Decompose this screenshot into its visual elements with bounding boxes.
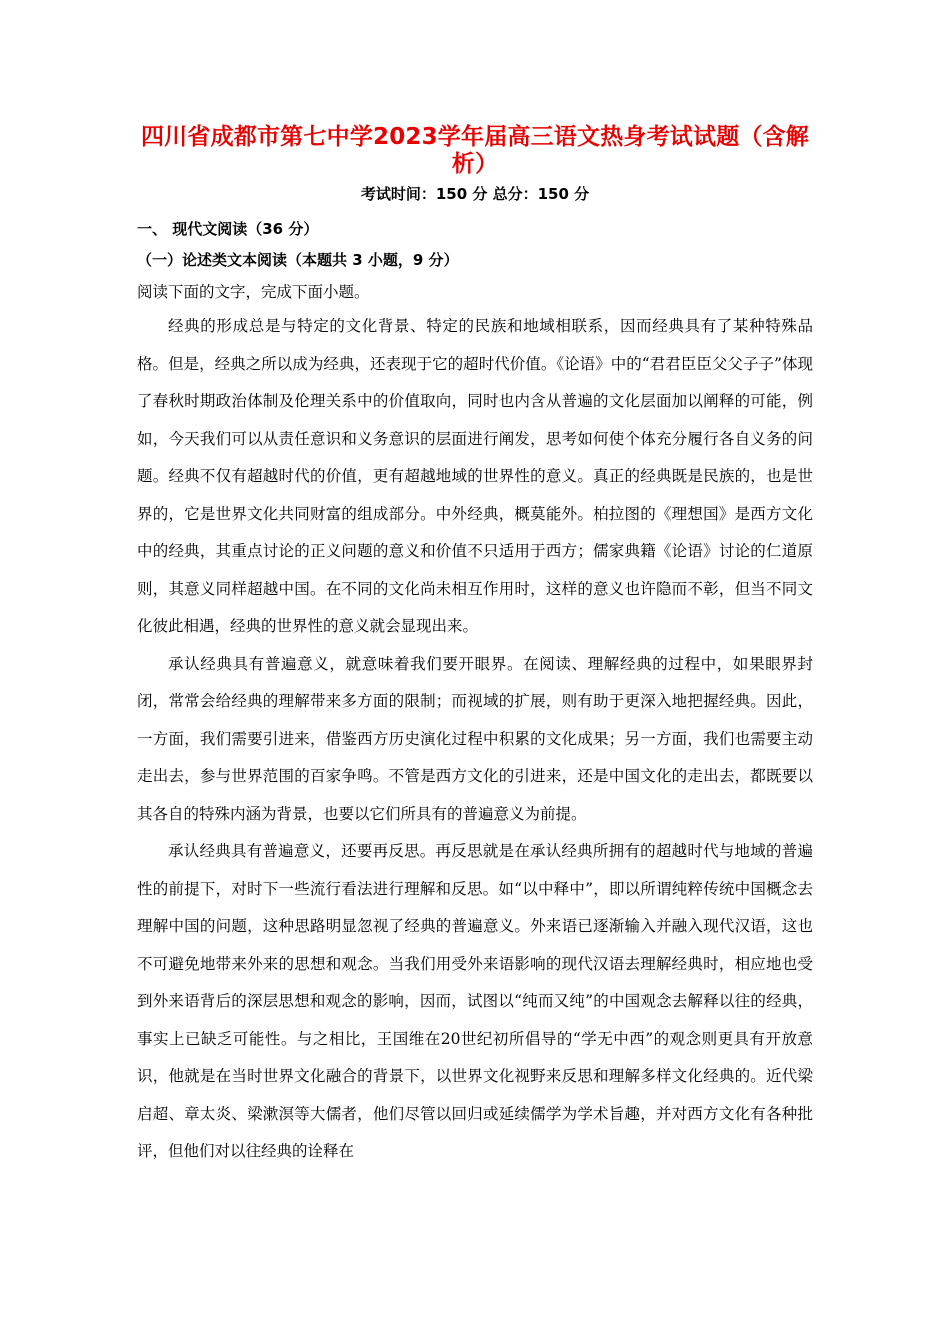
subsection-heading: （一）论述类文本阅读（本题共 3 小题，9 分） [137,251,459,269]
body-paragraph-1: 经典的形成总是与特定的文化背景、特定的民族和地域相联系，因而经典具有了某种特殊品格。但是，经典之所以成为经典，还表现于它的超时代价值。《论语》中的“君君臣臣父父子子”体现了春秋时期政治体制及伦理关系中的价值取向，同时也内含从普遍的文化层面加以阐释的可能，例如，今天我们可以从责任意识和义务意识的层面进行阐发，思考如何使个体充分履行各自义务的问题。经典不仅有超越时代的价值，更有超越地域的世界性的意义。真正的经典既是民族的，也是世界的，它是世界文化共同财富的组成部分。中外经典，概莫能外。柏拉图的《理想国》是西方文化中的经典，其重点讨论的正义问题的意义和价值不只适用于西方；儒家典籍《论语》讨论的仁道原则，其意义同样超越中国。在不同的文化尚未相互作用时，这样的意义也许隐而不彰，但当不同文化彼此相遇，经典的世界性的意义就会显现出来。 [137,317,813,635]
section-heading: 一、 现代文阅读（36 分） [137,220,319,238]
document-title: 四川省成都市第七中学2023学年届高三语文热身考试试题（含解析） [140,124,809,177]
reading-instruction: 阅读下面的文字，完成下面小题。 [137,283,370,301]
exam-info: 考试时间：150 分 总分：150 分 [360,185,590,203]
document-page [137,124,813,1171]
body-paragraph-2: 承认经典具有普遍意义，就意味着我们要开眼界。在阅读、理解经典的过程中，如果眼界封闭，常常会给经典的理解带来多方面的限制；而视域的扩展，则有助于更深入地把握经典。因此，一方面，我们需要引进来，借鉴西方历史演化过程中积累的文化成果；另一方面，我们也需要主动走出去，参与世界范围的百家争鸣。不管是西方文化的引进来，还是中国文化的走出去，都既要以其各自的特殊内涵为背景，也要以它们所具有的普遍意义为前提。 [137,654,813,823]
body-paragraph-3: 承认经典具有普遍意义，还要再反思。再反思就是在承认经典所拥有的超越时代与地域的普遍性的前提下，对时下一些流行看法进行理解和反思。如“以中释中”，即以所谓纯粹传统中国概念去理解中国的问题，这种思路明显忽视了经典的普遍意义。外来语已逐渐输入并融入现代汉语，这也不可避免地带来外来的思想和观念。当我们用受外来语影响的现代汉语去理解经典时，相应地也受到外来语背后的深层思想和观念的影响，因而，试图以“纯而又纯”的中国观念去解释以往的经典，事实上已缺乏可能性。与之相比，王国维在20世纪初所倡导的“学无中西”的观念则更具有开放意识，他就是在当时世界文化融合的背景下，以世界文化视野来反思和理解多样文化经典的。近代梁启超、章太炎、梁漱溟等大儒者，他们尽管以回归或延续儒学为学术旨趣，并对西方文化有各种批评，但他们对以往经典的诠释在 [137,842,813,1160]
